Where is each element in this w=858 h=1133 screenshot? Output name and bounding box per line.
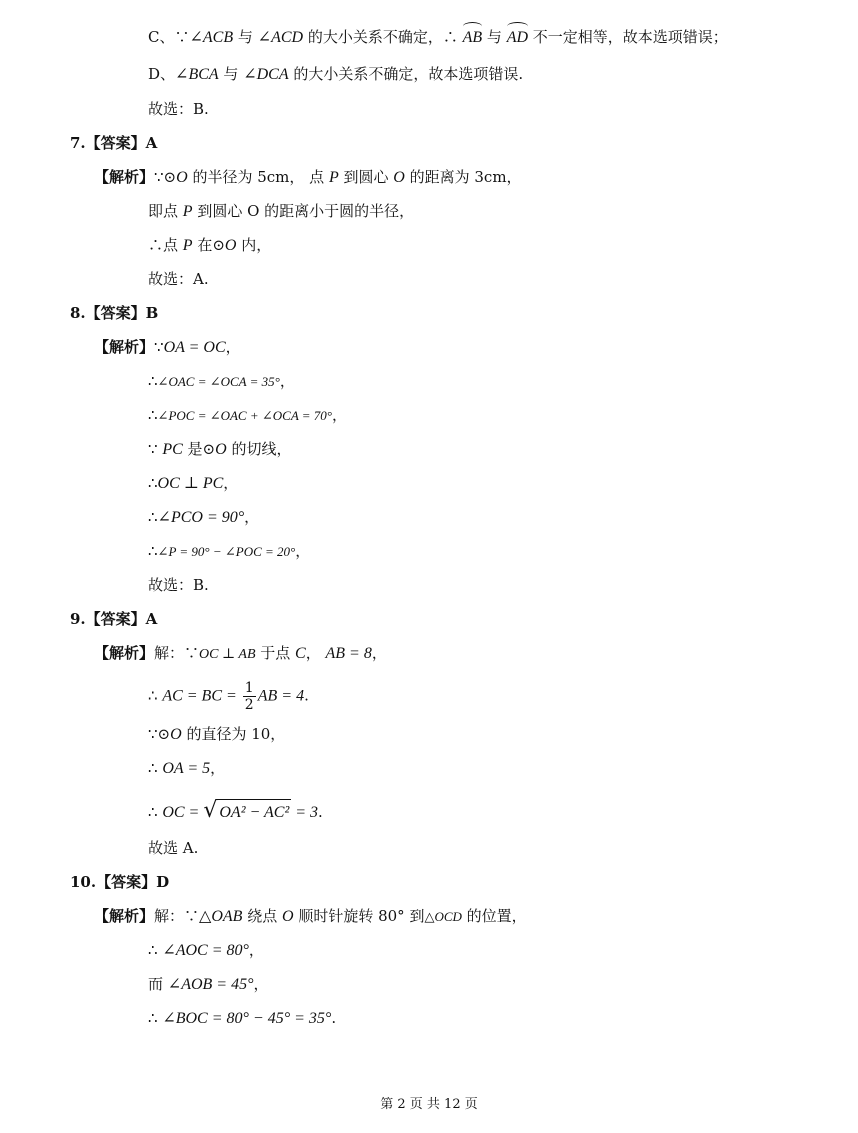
math: ∠P = 90° − ∠POC = 20° bbox=[157, 544, 296, 559]
page-footer: 第 2 页 共 12 页 bbox=[380, 1097, 478, 1112]
q9-analysis-line-5 bbox=[148, 798, 323, 826]
text: 的直径为 10， bbox=[181, 725, 286, 743]
text: ， bbox=[225, 338, 241, 356]
text: ， bbox=[295, 542, 311, 560]
fraction bbox=[243, 680, 256, 713]
q7-choice: 故选：A. bbox=[148, 270, 209, 288]
arc-ad: AD bbox=[507, 24, 528, 48]
text: 到圆心 O 的距离小于圆的半径， bbox=[192, 202, 415, 220]
text: ∴点 bbox=[148, 236, 183, 254]
text: ∴ bbox=[148, 542, 158, 560]
text: . bbox=[318, 803, 323, 821]
text: 即点 bbox=[148, 202, 183, 220]
text: ， bbox=[223, 474, 239, 492]
math: OA = OC bbox=[163, 339, 226, 356]
text: 的切线， bbox=[226, 440, 292, 458]
text: 是⊙ bbox=[182, 440, 216, 458]
q7-answer: 7.【答案】A bbox=[70, 134, 158, 152]
q8-analysis-line-5 bbox=[148, 473, 238, 494]
math: ∠ACB bbox=[189, 29, 234, 46]
text: ∵ bbox=[148, 440, 163, 458]
analysis-label: 【解析】 bbox=[94, 907, 155, 925]
math: ∠DCA bbox=[243, 66, 289, 83]
q10-answer: 10.【答案】D bbox=[70, 873, 170, 891]
q9-analysis-line-4 bbox=[148, 758, 225, 779]
math: P bbox=[182, 203, 193, 220]
text: . bbox=[331, 1009, 337, 1027]
text: 不一定相等，故本选项错误； bbox=[528, 28, 728, 46]
text: 的半径为 5cm， 点 bbox=[187, 168, 329, 186]
fraction-numerator: 1 bbox=[244, 680, 254, 696]
q7-analysis-line-2 bbox=[148, 201, 414, 222]
text: ∴ bbox=[148, 803, 163, 821]
math: P bbox=[328, 169, 339, 186]
math: △OAB bbox=[199, 908, 243, 925]
q9-analysis-line-2 bbox=[148, 680, 309, 713]
analysis-label: 【解析】 bbox=[94, 338, 155, 356]
text: ∴ bbox=[148, 406, 158, 424]
q8-analysis-line-3 bbox=[148, 405, 347, 426]
text: 于点 bbox=[255, 644, 296, 662]
text: ∴ bbox=[148, 508, 158, 526]
text: ∵⊙ bbox=[148, 725, 171, 743]
q8-choice: 故选：B. bbox=[148, 576, 209, 594]
text: D、 bbox=[148, 65, 176, 83]
text: 与 bbox=[233, 28, 258, 46]
q7-analysis-line-1 bbox=[94, 167, 522, 188]
math: O bbox=[170, 726, 182, 743]
analysis-label: 【解析】 bbox=[94, 644, 155, 662]
math: PC bbox=[162, 441, 183, 458]
text: ， bbox=[248, 941, 264, 959]
text: 顺时针旋转 80° 到 bbox=[293, 907, 425, 925]
text: 绕点 bbox=[242, 907, 282, 925]
q7-analysis-line-3 bbox=[148, 235, 271, 256]
sqrt-radicand: OA² − AC² bbox=[217, 799, 291, 826]
text: ∴ bbox=[148, 372, 158, 390]
text: ∵⊙ bbox=[154, 168, 177, 186]
q8-analysis-line-1 bbox=[94, 337, 241, 358]
math: P bbox=[182, 237, 193, 254]
q9-analysis-line-3 bbox=[148, 724, 285, 745]
q10-analysis-line-4 bbox=[148, 1008, 336, 1029]
text: ， bbox=[244, 508, 260, 526]
math: O bbox=[393, 169, 405, 186]
q10-analysis-line-3 bbox=[148, 974, 269, 995]
q6-option-d-line bbox=[148, 64, 523, 85]
arc-ab: AB bbox=[463, 24, 483, 48]
text: ， bbox=[332, 406, 348, 424]
math: AC = BC = bbox=[162, 687, 241, 705]
text: 解：∵ bbox=[154, 644, 200, 662]
q8-analysis-line-7 bbox=[148, 541, 310, 562]
math: ∠ACD bbox=[257, 29, 304, 46]
q9-choice: 故选 A. bbox=[148, 839, 199, 857]
text: ， bbox=[253, 975, 269, 993]
text: ∵ bbox=[154, 338, 164, 356]
math: △OCD bbox=[424, 909, 462, 924]
text: 的距离为 3cm， bbox=[404, 168, 522, 186]
text: ∴ bbox=[148, 941, 163, 959]
q8-analysis-line-6 bbox=[148, 507, 259, 528]
text: 内， bbox=[236, 236, 272, 254]
math: ∠AOC = 80° bbox=[162, 942, 249, 959]
q6-option-c-line bbox=[148, 24, 728, 48]
math: O bbox=[281, 908, 294, 925]
text: ， bbox=[279, 372, 295, 390]
math: C bbox=[295, 645, 306, 662]
text: ∴ bbox=[148, 1009, 163, 1027]
text: 在⊙ bbox=[192, 236, 225, 254]
text: 解：∵ bbox=[154, 907, 200, 925]
text: . bbox=[304, 686, 309, 705]
text: ∴ bbox=[148, 759, 163, 777]
math: ∠POC = ∠OAC + ∠OCA = 70° bbox=[157, 408, 333, 423]
text: 而 bbox=[148, 975, 168, 993]
math: OC ⊥ AB bbox=[199, 647, 256, 662]
text: ， bbox=[371, 644, 387, 662]
text: ∴ bbox=[148, 474, 158, 492]
text: 与 bbox=[482, 28, 507, 46]
q6-choice: 故选：B. bbox=[148, 100, 209, 118]
analysis-label: 【解析】 bbox=[94, 168, 155, 186]
text: ， bbox=[210, 759, 226, 777]
text: C、∵ bbox=[148, 28, 190, 46]
text: ∴ bbox=[148, 686, 163, 705]
math: AB = 4 bbox=[257, 687, 305, 705]
math: = 3 bbox=[291, 804, 319, 821]
math: O bbox=[215, 441, 227, 458]
text: 到圆心 bbox=[338, 168, 394, 186]
math: ∠AOB = 45° bbox=[167, 976, 254, 993]
q9-analysis-line-1 bbox=[94, 643, 387, 665]
math: O bbox=[176, 169, 188, 186]
math: ∠BCA bbox=[175, 66, 219, 83]
math: OA = 5 bbox=[162, 760, 211, 777]
math: O bbox=[224, 237, 237, 254]
math: ∠BOC = 80° − 45° = 35° bbox=[162, 1010, 332, 1027]
math: OC = bbox=[162, 804, 204, 821]
math: ∠PCO = 90° bbox=[157, 509, 245, 526]
text: 的大小关系不确定，∴ bbox=[303, 28, 463, 46]
q8-answer: 8.【答案】B bbox=[70, 304, 159, 322]
q9-answer: 9.【答案】A bbox=[70, 610, 158, 628]
text: 的位置， bbox=[461, 907, 527, 925]
text: ， bbox=[305, 644, 326, 662]
text: 的大小关系不确定，故本选项错误. bbox=[288, 65, 524, 83]
q8-analysis-line-4 bbox=[148, 439, 291, 460]
q8-analysis-line-2 bbox=[148, 371, 295, 392]
q10-analysis-line-1 bbox=[94, 906, 527, 927]
q10-analysis-line-2 bbox=[148, 940, 264, 961]
text: 与 bbox=[218, 65, 244, 83]
math: AB = 8 bbox=[325, 645, 372, 662]
sqrt-sign: √ bbox=[203, 798, 218, 823]
fraction-denominator: 2 bbox=[244, 697, 254, 713]
math: OC ⊥ PC bbox=[157, 475, 224, 492]
math: ∠OAC = ∠OCA = 35° bbox=[157, 374, 280, 389]
